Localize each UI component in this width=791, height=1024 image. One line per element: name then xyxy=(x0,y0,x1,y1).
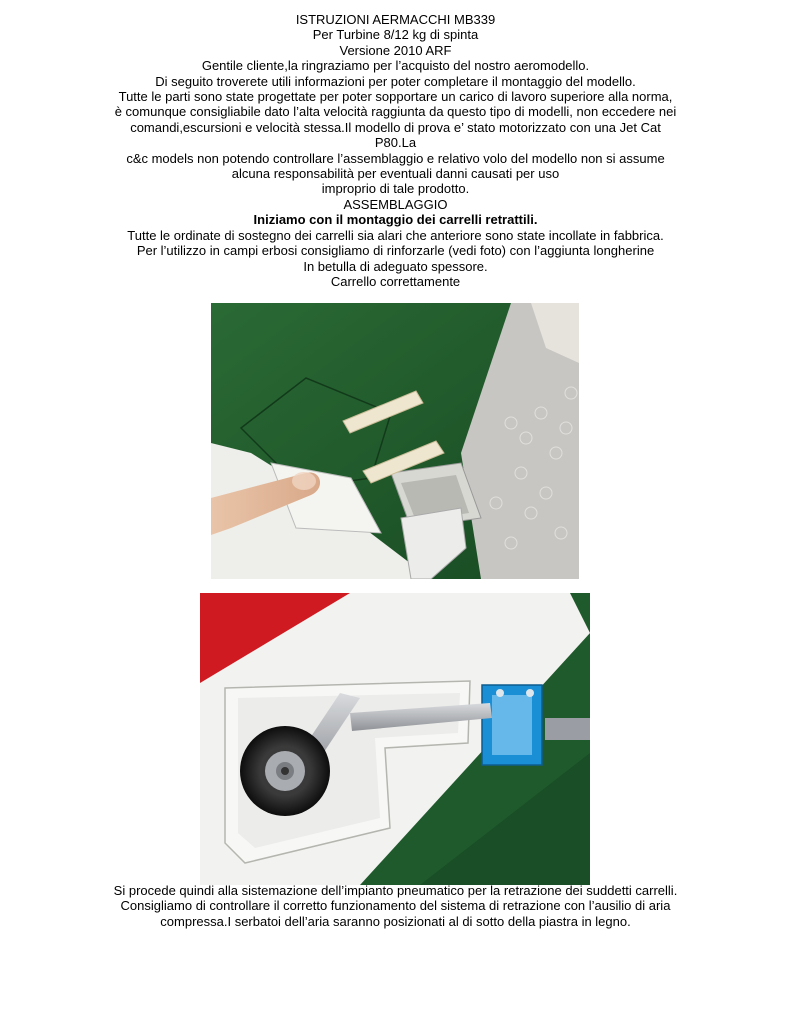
intro-line: Di seguito troverete utili informazioni per poter completare il montaggio del modello. xyxy=(155,73,636,89)
photo-wing-reinforcement xyxy=(211,303,579,579)
closing-line: Si procede quindi alla sistemazione dell’impianto pneumatico per la retrazione dei suddetti carrelli. xyxy=(113,883,678,898)
section-line: In betulla di adeguato spessore. xyxy=(303,258,488,274)
intro-line: Tutte le parti sono state progettate per poter sopportare un carico di lavoro superiore alla norma, xyxy=(118,89,673,105)
disclaimer-line: c&c models non potendo controllare l’assemblaggio e relativo volo del modello non si assume xyxy=(126,150,665,166)
doc-title: ISTRUZIONI AERMACCHI MB339 xyxy=(295,12,496,27)
document-text-top xyxy=(0,12,791,289)
disclaimer-line: improprio di tale prodotto. xyxy=(321,181,470,197)
intro-line: comandi,escursioni e velocità stessa.Il modello di prova e’ stato motorizzato con una Jet Cat xyxy=(130,119,661,135)
doc-subtitle: Per Turbine 8/12 kg di spinta xyxy=(312,27,479,43)
disclaimer-line: alcuna responsabilità per eventuali danni causati per uso xyxy=(231,166,560,182)
intro-line: P80.La xyxy=(374,135,417,151)
photo-retract-gear xyxy=(200,593,590,885)
intro-line: Gentile cliente,la ringraziamo per l’acquisto del nostro aeromodello. xyxy=(201,58,590,74)
section-heading: Iniziamo con il montaggio dei carrelli retrattili. xyxy=(253,212,538,228)
section-title: ASSEMBLAGGIO xyxy=(343,196,448,212)
intro-line: è comunque consigliabile dato l’alta velocità raggiunta da questo tipo di modelli, non eccedere nei xyxy=(114,104,677,120)
doc-version: Versione 2010 ARF xyxy=(339,42,452,58)
closing-line: Consigliamo di controllare il corretto funzionamento del sistema di retrazione con l’ausilio di aria xyxy=(120,898,671,914)
section-line: Per l’utilizzo in campi erbosi consigliamo di rinforzarle (vedi foto) con l’aggiunta longherine xyxy=(136,243,655,259)
closing-line: compressa.I serbatoi dell’aria saranno posizionati al di sotto della piastra in legno. xyxy=(160,913,631,929)
section-line: Tutte le ordinate di sostegno dei carrelli sia alari che anteriore sono state incollate in fabbrica. xyxy=(127,227,664,243)
section-line: Carrello correttamente xyxy=(330,273,461,289)
document-text-bottom xyxy=(0,883,791,929)
